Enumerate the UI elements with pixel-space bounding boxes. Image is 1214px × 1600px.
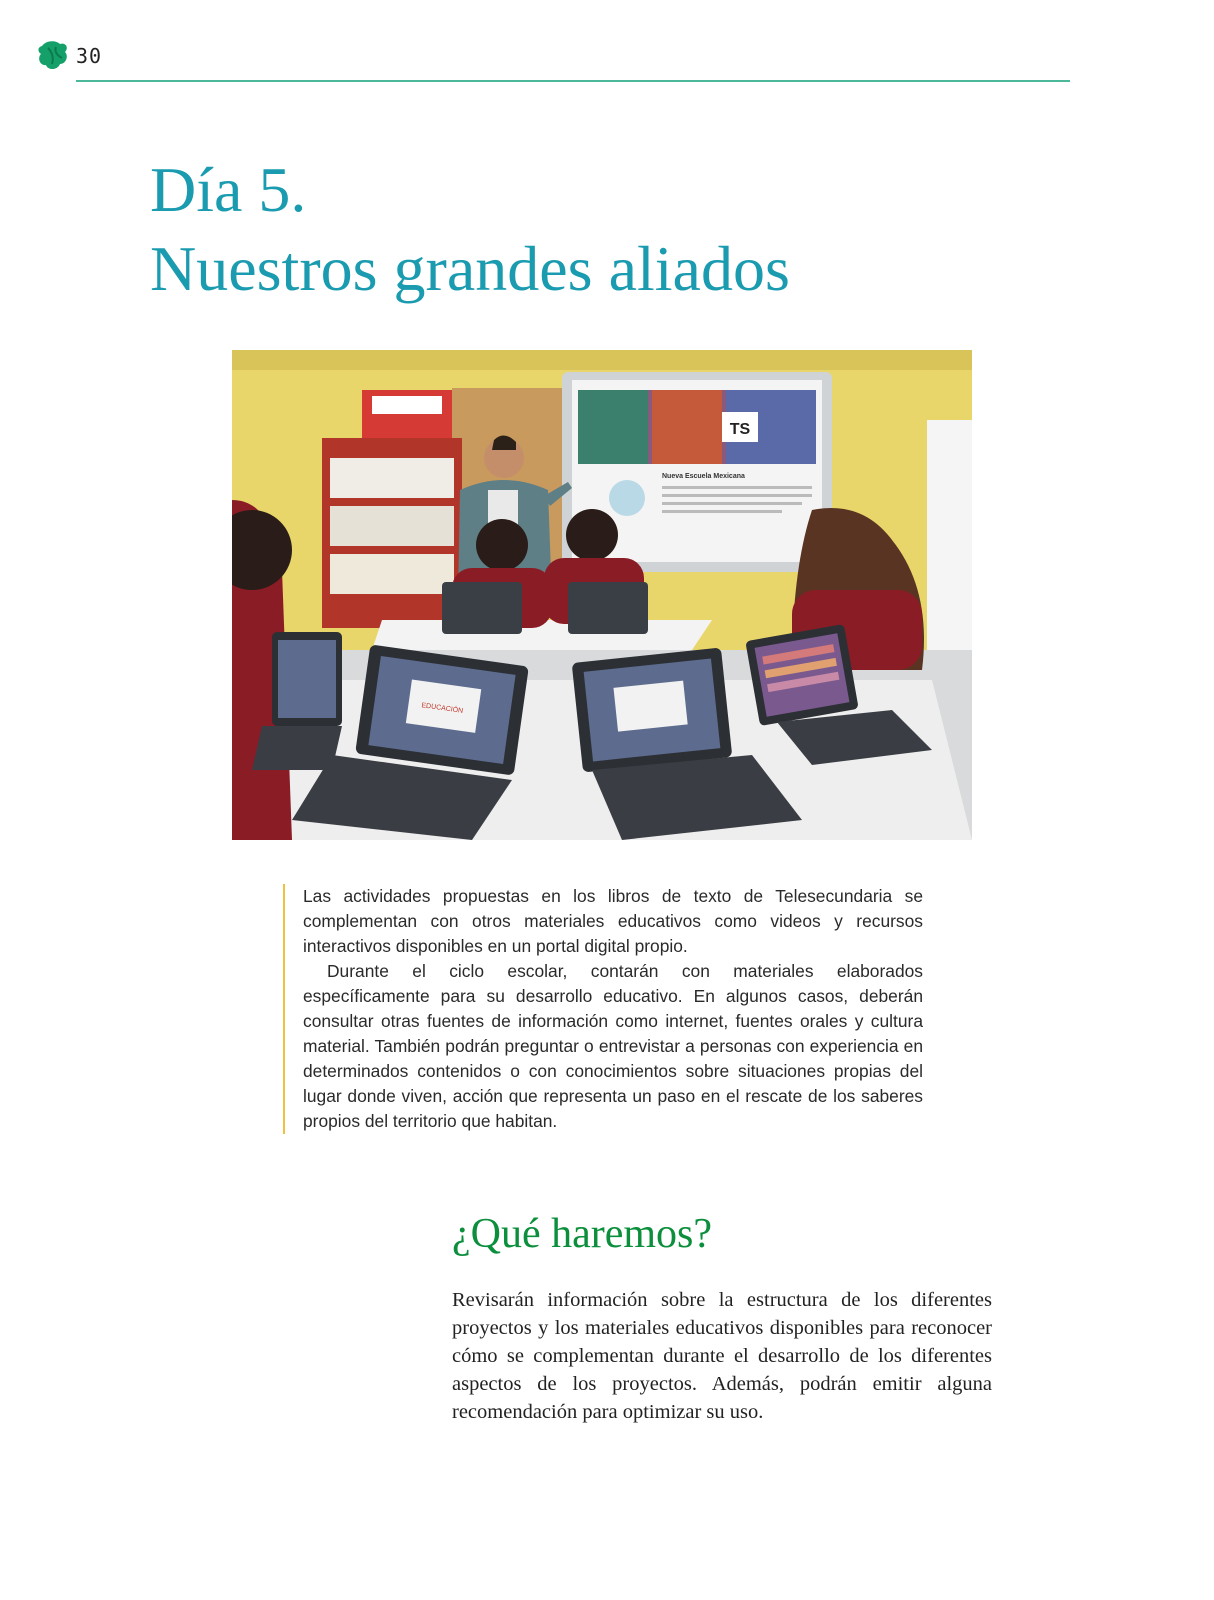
page-number: 30 bbox=[76, 44, 103, 68]
green-leaf-logo-icon bbox=[36, 38, 70, 72]
intro-text-block bbox=[283, 884, 923, 1134]
intro-paragraph: Las actividades propuestas en los libros de texto de Telesecundaria se complementan con otros materiales educativos como videos y recursos interactivos disponibles en un portal digital propio. bbox=[303, 886, 923, 956]
page-title: Nuestros grandes aliados bbox=[150, 233, 790, 304]
section-heading: ¿Qué haremos? bbox=[452, 1211, 713, 1257]
intro-paragraph: Durante el ciclo escolar, contarán con materiales elaborados específicamente para su desarrollo educativo. En algunos casos, deberán consultar otras fuentes de información como internet, fuentes orales y cultura material. También podrán preguntar o entrevistar a personas con experiencia en determinados contenidos o con conocimientos sobre situaciones propias del lugar donde viven, acción que representa un paso en el rescate de los saberes propios del territorio que habitan. bbox=[303, 961, 923, 1131]
classroom-photo bbox=[232, 350, 972, 840]
page-title-day: Día 5. bbox=[150, 154, 307, 225]
section-body: Revisarán información sobre la estructura de los diferentes proyectos y los materiales educativos disponibles para reconocer cómo se complementan durante el desarrollo de los diferentes aspectos de los proyectos. Además, podrán emitir alguna recomendación para optimizar su uso. bbox=[452, 1289, 992, 1423]
laptop-screen-text: EDUCACIÓN bbox=[420, 702, 464, 715]
header-divider bbox=[76, 80, 1070, 82]
screen-heading: Nueva Escuela Mexicana bbox=[662, 473, 745, 480]
svg-text:TS: TS bbox=[729, 421, 751, 438]
